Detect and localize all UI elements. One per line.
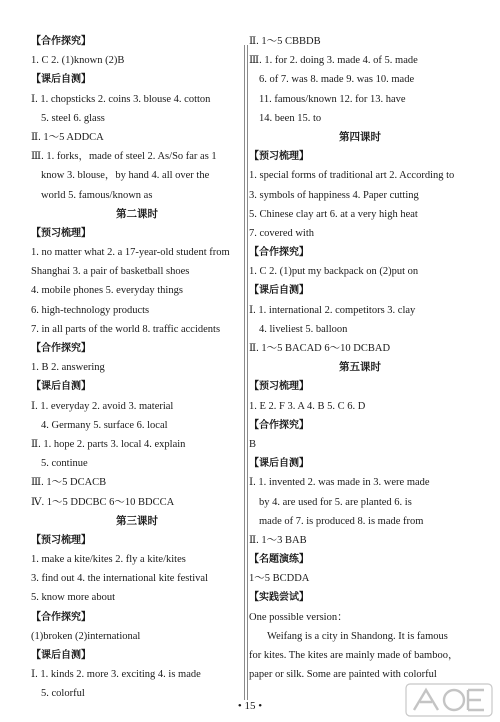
answer-line: Ⅰ. 1. international 2. competitors 3. clay (249, 304, 416, 316)
section-heading: 【实践尝试】 (249, 592, 309, 604)
answer-line: 1～5 BCDDA (249, 573, 310, 585)
answer-line: B (249, 438, 257, 450)
answer-line: One possible version： (249, 611, 348, 623)
section-heading: 【预习梳理】 (249, 381, 309, 393)
answer-line: 6. of 7. was 8. made 9. was 10. made (259, 74, 415, 86)
answer-line: 6. high-technology products (31, 304, 150, 316)
answer-line: Ⅰ. 1. kinds 2. more 3. exciting 4. is made (31, 669, 201, 681)
answer-line: Ⅰ. 1. chopsticks 2. coins 3. blouse 4. cotton (31, 93, 211, 105)
section-heading: 【课后自测】 (249, 285, 309, 297)
section-heading: 【合作探究】 (249, 419, 309, 431)
answer-line: world 5. famous/known as (41, 189, 153, 201)
answer-line: 5. continue (41, 458, 88, 470)
answer-line: (1)broken (2)international (31, 630, 141, 642)
page-number: • 15 • (237, 700, 263, 712)
left-column (31, 32, 243, 704)
answer-line: 4. Germany 5. surface 6. local (41, 419, 168, 431)
answer-line: 1. special forms of traditional art 2. According to (249, 170, 455, 182)
answer-line: 4. mobile phones 5. everyday things (31, 285, 183, 297)
lesson-title: 第五课时 (339, 361, 381, 374)
answer-line: 7. covered with (249, 227, 315, 239)
answer-line: 5. steel 6. glass (41, 112, 105, 124)
answer-line: Ⅲ. 1. forks，made of steel 2. As/So far as 1 (31, 151, 217, 163)
section-heading: 【合作探究】 (249, 247, 309, 259)
answer-line: Ⅱ. 1～3 BAB (249, 534, 307, 546)
section-heading: 【预习梳理】 (249, 151, 309, 163)
section-heading: 【课后自测】 (249, 458, 309, 470)
answer-line: Ⅱ. 1. hope 2. parts 3. local 4. explain (31, 438, 186, 450)
answer-line: paper or silk. Some are painted with colorful (249, 669, 437, 681)
answer-line: 1. make a kite/kites 2. fly a kite/kites (31, 554, 186, 566)
section-heading: 【合作探究】 (31, 36, 91, 47)
answer-line: 1. B 2. answering (31, 362, 105, 374)
lesson-title: 第二课时 (116, 207, 158, 220)
answer-line: 1. C 2. (1)put my backpack on (2)put on (249, 266, 419, 278)
answer-line: 7. in all parts of the world 8. traffic accidents (31, 323, 221, 335)
section-heading: 【合作探究】 (31, 611, 91, 623)
answer-line: 1. no matter what 2. a 17-year-old student from (31, 247, 230, 259)
answer-line: 14. been 15. to (259, 112, 322, 124)
answer-line: Ⅳ. 1～5 DDCBC 6～10 BDCCA (31, 496, 175, 508)
answer-line: 5. colorful (41, 688, 85, 700)
answer-line: 1. E 2. F 3. A 4. B 5. C 6. D (249, 400, 366, 412)
answer-line: made of 7. is produced 8. is made from (259, 515, 424, 527)
section-heading: 【预习梳理】 (31, 227, 91, 239)
answer-line: Ⅱ. 1～5 CBBDB (249, 36, 321, 47)
answer-line: 3. symbols of happiness 4. Paper cutting (249, 189, 419, 201)
answer-line: Shanghai 3. a pair of basketball shoes (31, 266, 190, 278)
lesson-title: 第四课时 (339, 130, 381, 143)
answer-line: for kites. The kites are mainly made of bamboo， (249, 650, 459, 661)
lesson-title: 第三课时 (116, 514, 158, 527)
section-heading: 【课后自测】 (31, 381, 91, 393)
answer-line: by 4. are used for 5. are planted 6. is (259, 496, 412, 508)
right-column (249, 32, 471, 684)
answer-line: 5. know more about (31, 592, 115, 604)
section-heading: 【课后自测】 (31, 74, 91, 86)
answer-line: 4. liveliest 5. balloon (259, 323, 348, 335)
answer-line: 3. find out 4. the international kite festival (31, 573, 208, 585)
answer-line: know 3. blouse，by hand 4. all over the (41, 170, 210, 182)
section-heading: 【课后自测】 (31, 650, 91, 661)
answer-line: Ⅰ. 1. everyday 2. avoid 3. material (31, 400, 174, 412)
answer-line: Ⅱ. 1～5 ADDCA (31, 131, 104, 143)
answer-line: Ⅰ. 1. invented 2. was made in 3. were made (249, 477, 430, 489)
watermark-icon (404, 680, 494, 720)
section-heading: 【预习梳理】 (31, 534, 91, 546)
section-heading: 【合作探究】 (31, 343, 91, 354)
answer-line: Ⅲ. 1～5 DCACB (31, 477, 107, 489)
section-heading: 【名题演练】 (249, 554, 309, 566)
answer-line: Ⅱ. 1～5 BACAD 6～10 DCBAD (249, 343, 391, 354)
column-divider (244, 45, 245, 700)
answer-line: Weifang is a city in Shandong. It is famous (267, 630, 448, 642)
answer-line: 5. Chinese clay art 6. at a very high heat (249, 208, 418, 220)
answer-line: 11. famous/known 12. for 13. have (259, 93, 406, 105)
answer-line: 1. C 2. (1)known (2)B (31, 55, 125, 67)
answer-line: Ⅲ. 1. for 2. doing 3. made 4. of 5. made (249, 55, 418, 67)
